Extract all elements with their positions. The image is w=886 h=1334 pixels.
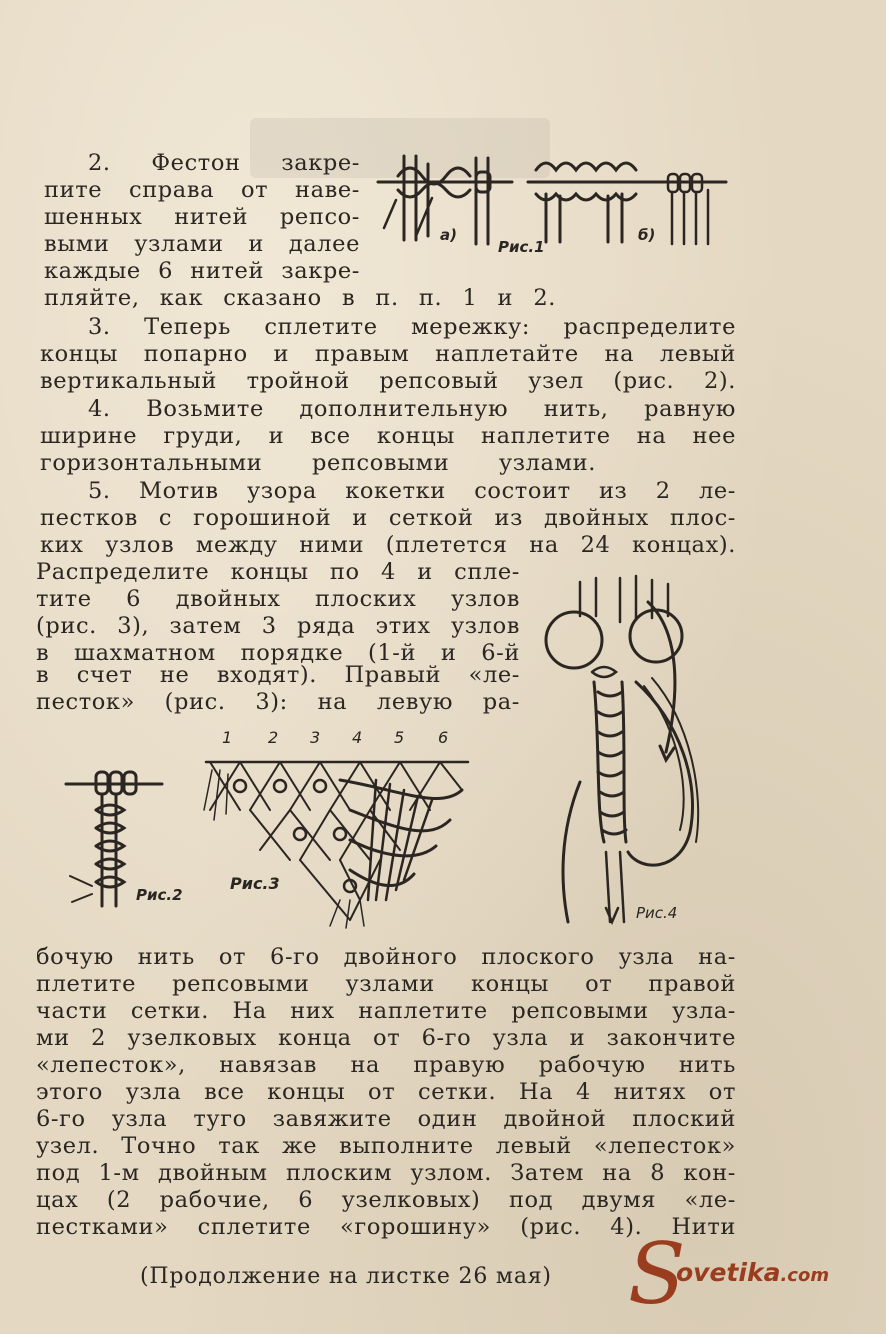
figure-4-drawing [540,572,710,930]
text-line: 2. Фестон закре- [88,150,360,176]
text-line: пляйте, как сказано в п. п. 1 и 2. [44,285,556,311]
text-line: 6-го узла туго завяжите один двойной плоский [36,1106,736,1132]
text-line: пестков с горошиной и сеткой из двойных плос- [40,505,736,531]
text-line: этого узла все концы от сетки. На 4 нитях от [36,1079,736,1105]
text-line: Распределите концы по 4 и спле- [36,559,520,585]
figure-3-column-number: 4 [352,728,363,747]
text-line: пите справа от наве- [44,177,360,203]
text-line: ми 2 узелковых конца от 6-го узла и закончите [36,1025,736,1051]
text-line: пестками» сплетите «горошину» (рис. 4). Нити [36,1214,736,1240]
figure-1-knots [376,150,728,262]
text-line: плетите репсовыми узлами концы от правой [36,971,736,997]
text-line: ких узлов между ними (плетется на 24 концах). [40,532,736,558]
figure-3-column-number: 6 [438,728,449,747]
text-line: цах (2 рабочие, 6 узелковых) под двумя «ле- [36,1187,736,1213]
figure-1-drawing [376,150,728,262]
text-line: части сетки. На них наплетите репсовыми узла- [36,998,736,1024]
text-line: шенных нитей репсо- [44,204,360,230]
figure-3-column-number: 2 [268,728,279,747]
logo-name: ovetika [676,1258,781,1287]
text-line: каждые 6 нитей закре- [44,258,360,284]
logo-initial: S [628,1225,686,1323]
text-line: под 1-м двойным плоским узлом. Затем на 8 кон- [36,1160,736,1186]
figure-4-caption: Рис.4 [636,904,678,922]
text-line: вертикальный тройной репсовый узел (рис. 2). [40,368,736,394]
text-line: 3. Теперь сплетите мережку: распределите [88,314,736,340]
text-line: горизонтальными репсовыми узлами. [40,450,596,476]
text-line: выми узлами и далее [44,231,360,257]
text-line: бочую нить от 6-го двойного плоского узла на- [36,944,736,970]
text-line: тите 6 двойных плоских узлов [36,586,520,612]
figure-3-column-number: 1 [222,728,233,747]
figure-3-net-pattern [200,750,476,930]
text-line: в счет не входят). Правый «ле- [36,662,520,688]
text-line: в шахматном порядке (1-й и 6-й [36,640,520,666]
figure-4-pea-knot [540,572,710,930]
figure-2-repp-knot [62,766,192,916]
continuation-note: (Продолжение на листке 26 мая) [140,1264,552,1289]
text-line: 4. Возьмите дополнительную нить, равную [88,396,736,422]
sovetika-logo [628,1225,878,1323]
text-line: 5. Мотив узора кокетки состоит из 2 ле- [88,478,736,504]
figure-3-caption: Рис.3 [230,874,280,893]
logo-domain: .com [780,1265,830,1286]
text-line: ширине груди, и все концы наплетите на нее [40,423,736,449]
figure-1-label-a: а) [440,226,457,244]
text-line: «лепесток», навязав на правую рабочую нить [36,1052,736,1078]
figure-3-column-number: 5 [394,728,405,747]
figure-3-drawing [200,750,476,930]
logo-wordmark [676,1258,829,1287]
text-line: концы попарно и правым наплетайте на левый [40,341,736,367]
text-line: (рис. 3), затем 3 ряда этих узлов [36,613,520,639]
text-line: узел. Точно так же выполните левый «лепесток» [36,1133,736,1159]
figure-3-column-number: 3 [310,728,321,747]
text-line: песток» (рис. 3): на левую ра- [36,689,520,715]
figure-2-caption: Рис.2 [136,886,183,904]
figure-1-label-b: б) [638,226,656,244]
figure-1-caption: Рис.1 [498,238,545,256]
